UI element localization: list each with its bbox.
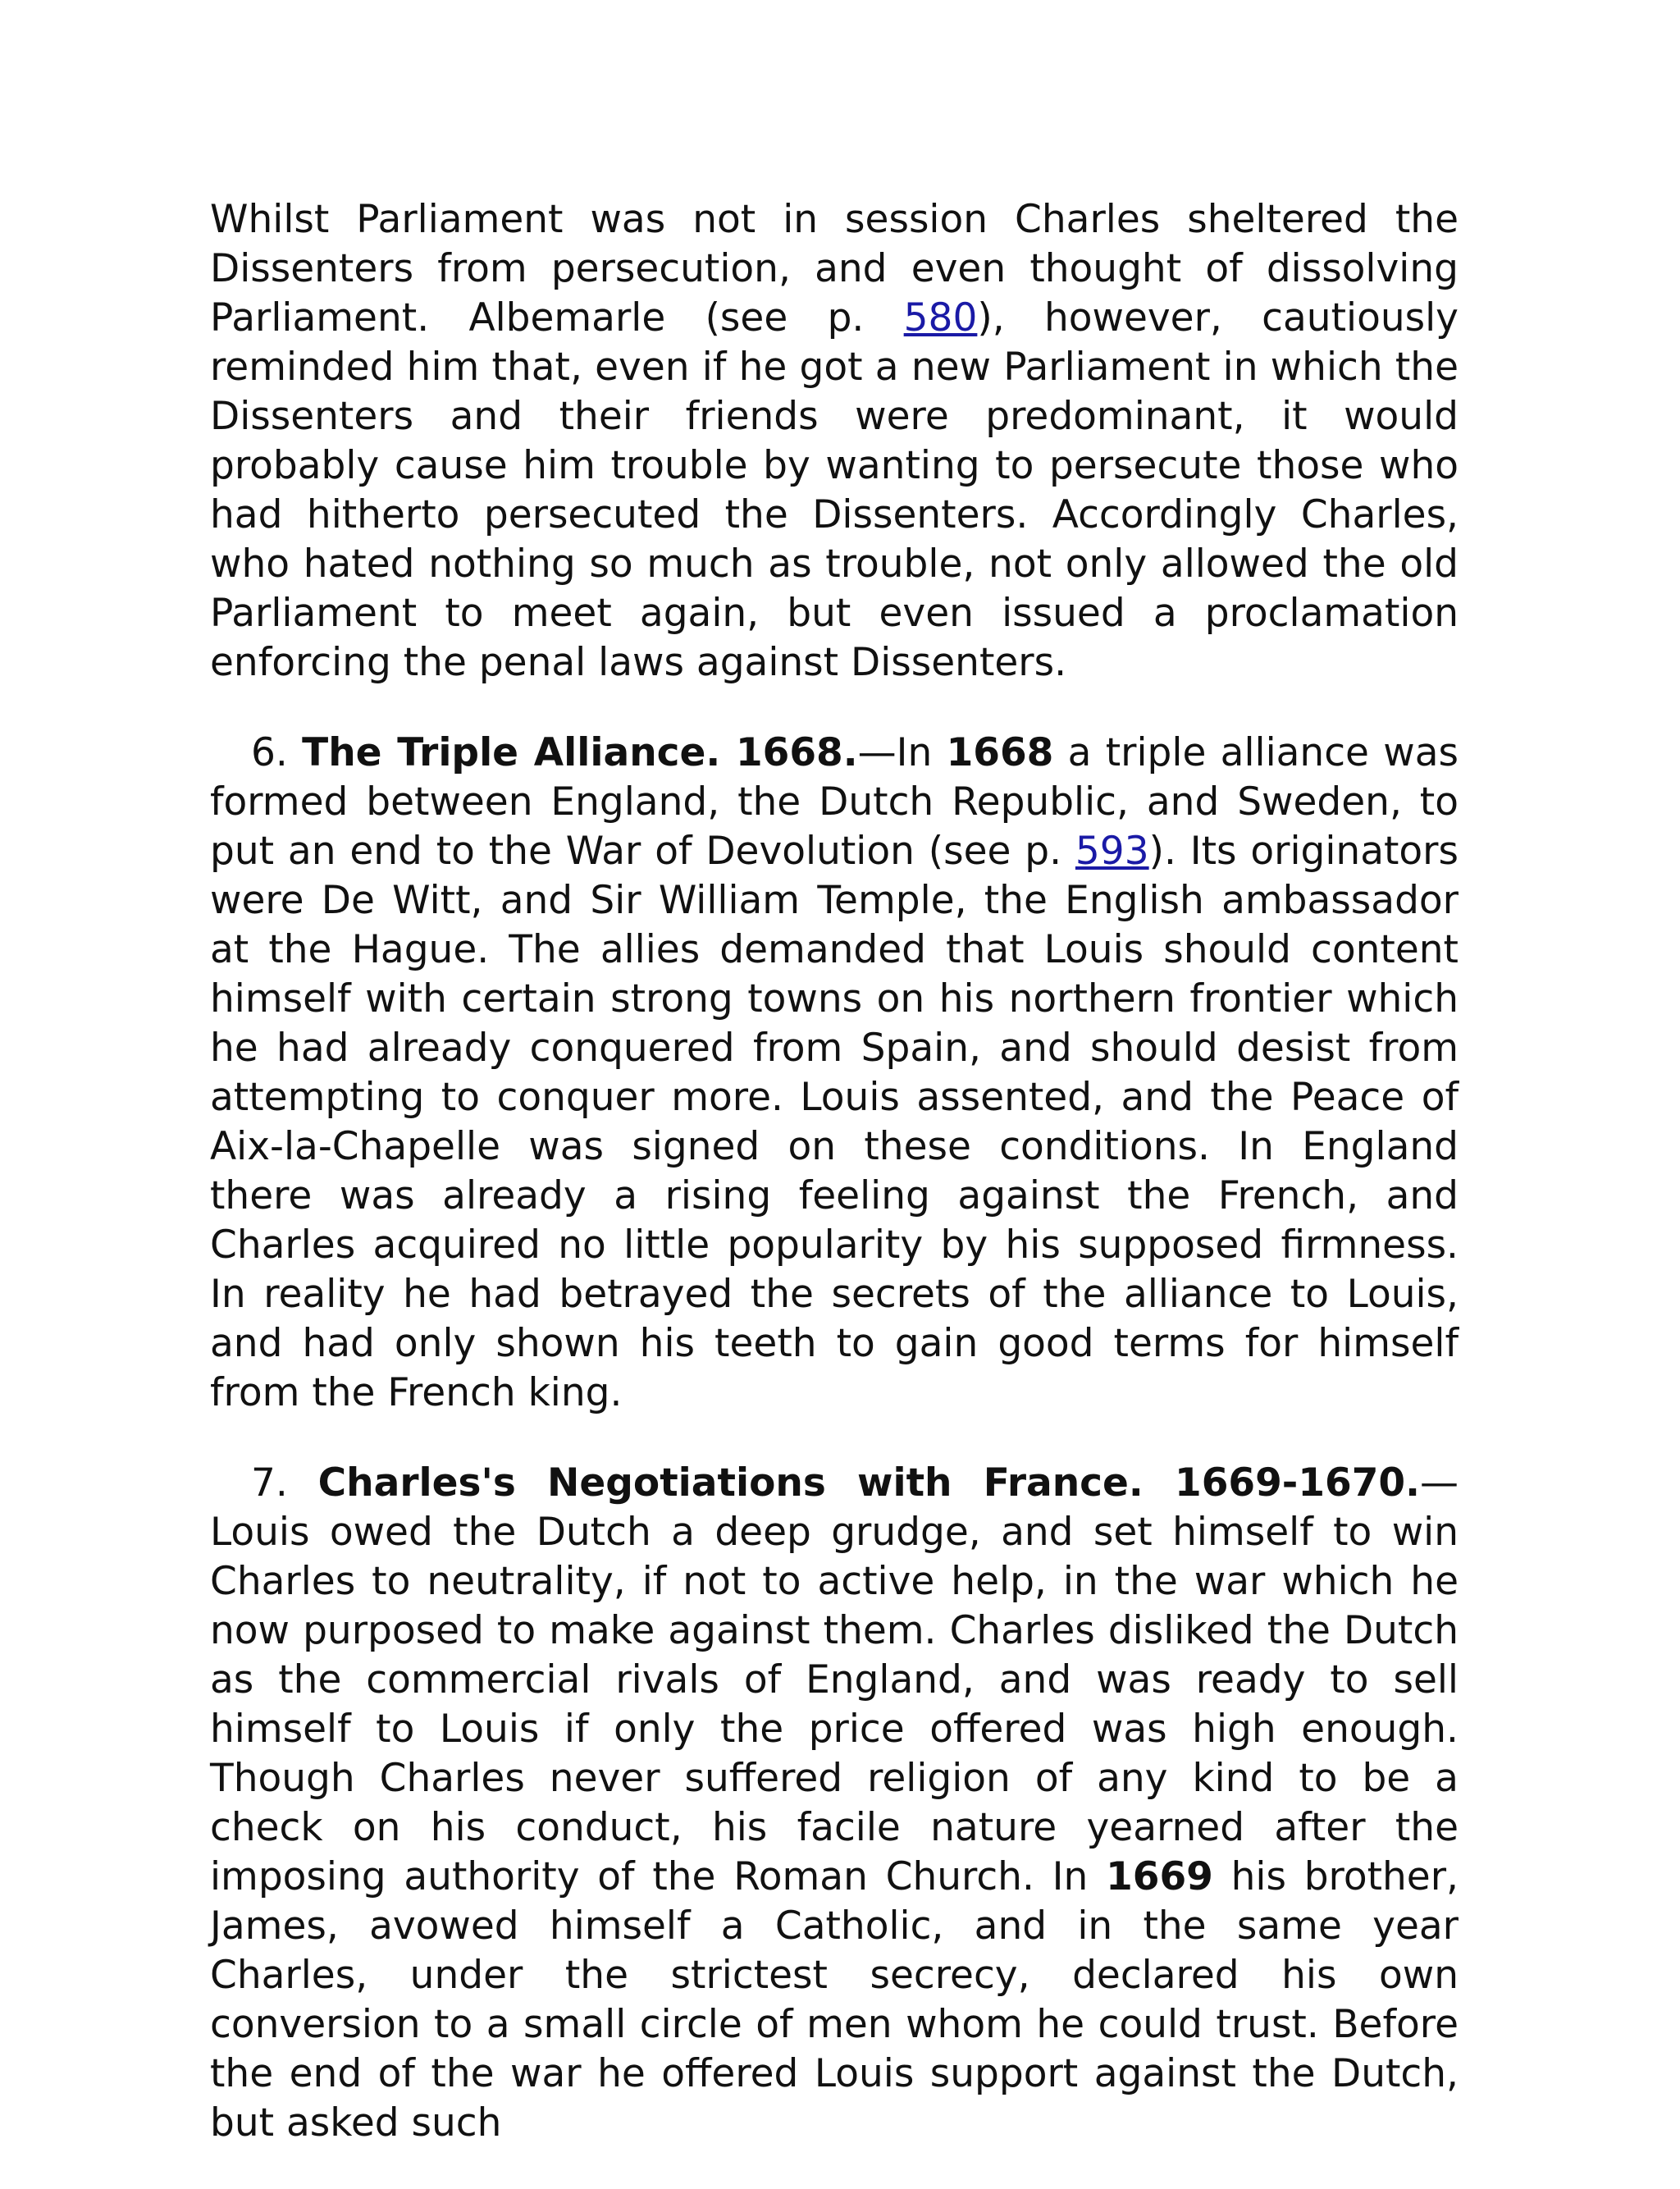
- paragraph-text: ), however, cautiously reminded him that, even if he got a new Parliament in which the Dissenters and their friends were predominant, it would probably cause him trouble by wanting to persecute those who had hitherto persecuted the Dissenters. Accordingly Charles, who hated nothing so much as trouble, not only allowed the old Parliament to meet again, but even issued a proclamation enforcing the penal laws against Dissenters.: [210, 295, 1459, 685]
- paragraph-parliament-dissenters: [210, 195, 1459, 688]
- page-reference-link[interactable]: 593: [1075, 829, 1149, 874]
- section-heading: Charles's Negotiations with France. 1669-1670.: [317, 1460, 1420, 1506]
- paragraph-text: his brother, James, avowed himself a Catholic, and in the same year Charles, under the strictest secrecy, declared his own conversion to a small circle of men whom he could trust. Before the end of the war he offered Louis support against the Dutch, but asked such: [210, 1854, 1459, 2146]
- section-number: 6.: [251, 730, 288, 775]
- paragraph-triple-alliance: [210, 729, 1459, 1418]
- section-number: 7.: [251, 1460, 288, 1506]
- year-emphasis: 1668: [946, 730, 1054, 775]
- document-page: [210, 195, 1459, 2189]
- paragraph-text: —Louis owed the Dutch a deep grudge, and set himself to win Charles to neutrality, if not to active help, in the war which he now purposed to make against them. Charles disliked the Dutch as the commercial rivals of England, and was ready to sell himself to Louis if only the price offered was high enough. Though Charles never suffered religion of any kind to be a check on his conduct, his facile nature yearned after the imposing authority of the Roman Church. In: [210, 1460, 1459, 1899]
- year-emphasis: 1669: [1106, 1854, 1213, 1899]
- paragraph-text: ). Its originators were De Witt, and Sir William Temple, the English ambassador at the Hague. The allies demanded that Louis should content himself with certain strong towns on his northern frontier which he had already conquered from Spain, and should desist from attempting to conquer more. Louis assented, and the Peace of Aix-la-Chapelle was signed on these conditions. In England there was already a rising feeling against the French, and Charles acquired no little popularity by his supposed firmness. In reality he had betrayed the secrets of the alliance to Louis, and had only shown his teeth to gain good terms for himself from the French king.: [210, 829, 1459, 1415]
- paragraph-negotiations-france: [210, 1459, 1459, 2148]
- paragraph-text: —In: [857, 730, 947, 775]
- paragraph-text: a triple alliance was formed between England, the Dutch Republic, and Sweden, to put an end to the War of Devolution (see p.: [210, 730, 1459, 874]
- section-heading: The Triple Alliance. 1668.: [302, 730, 858, 775]
- page-reference-link[interactable]: 580: [903, 295, 978, 340]
- paragraph-text: Whilst Parliament was not in session Charles sheltered the Dissenters from persecution, and even thought of dissolving Parliament. Albemarle (see p.: [210, 197, 1459, 340]
